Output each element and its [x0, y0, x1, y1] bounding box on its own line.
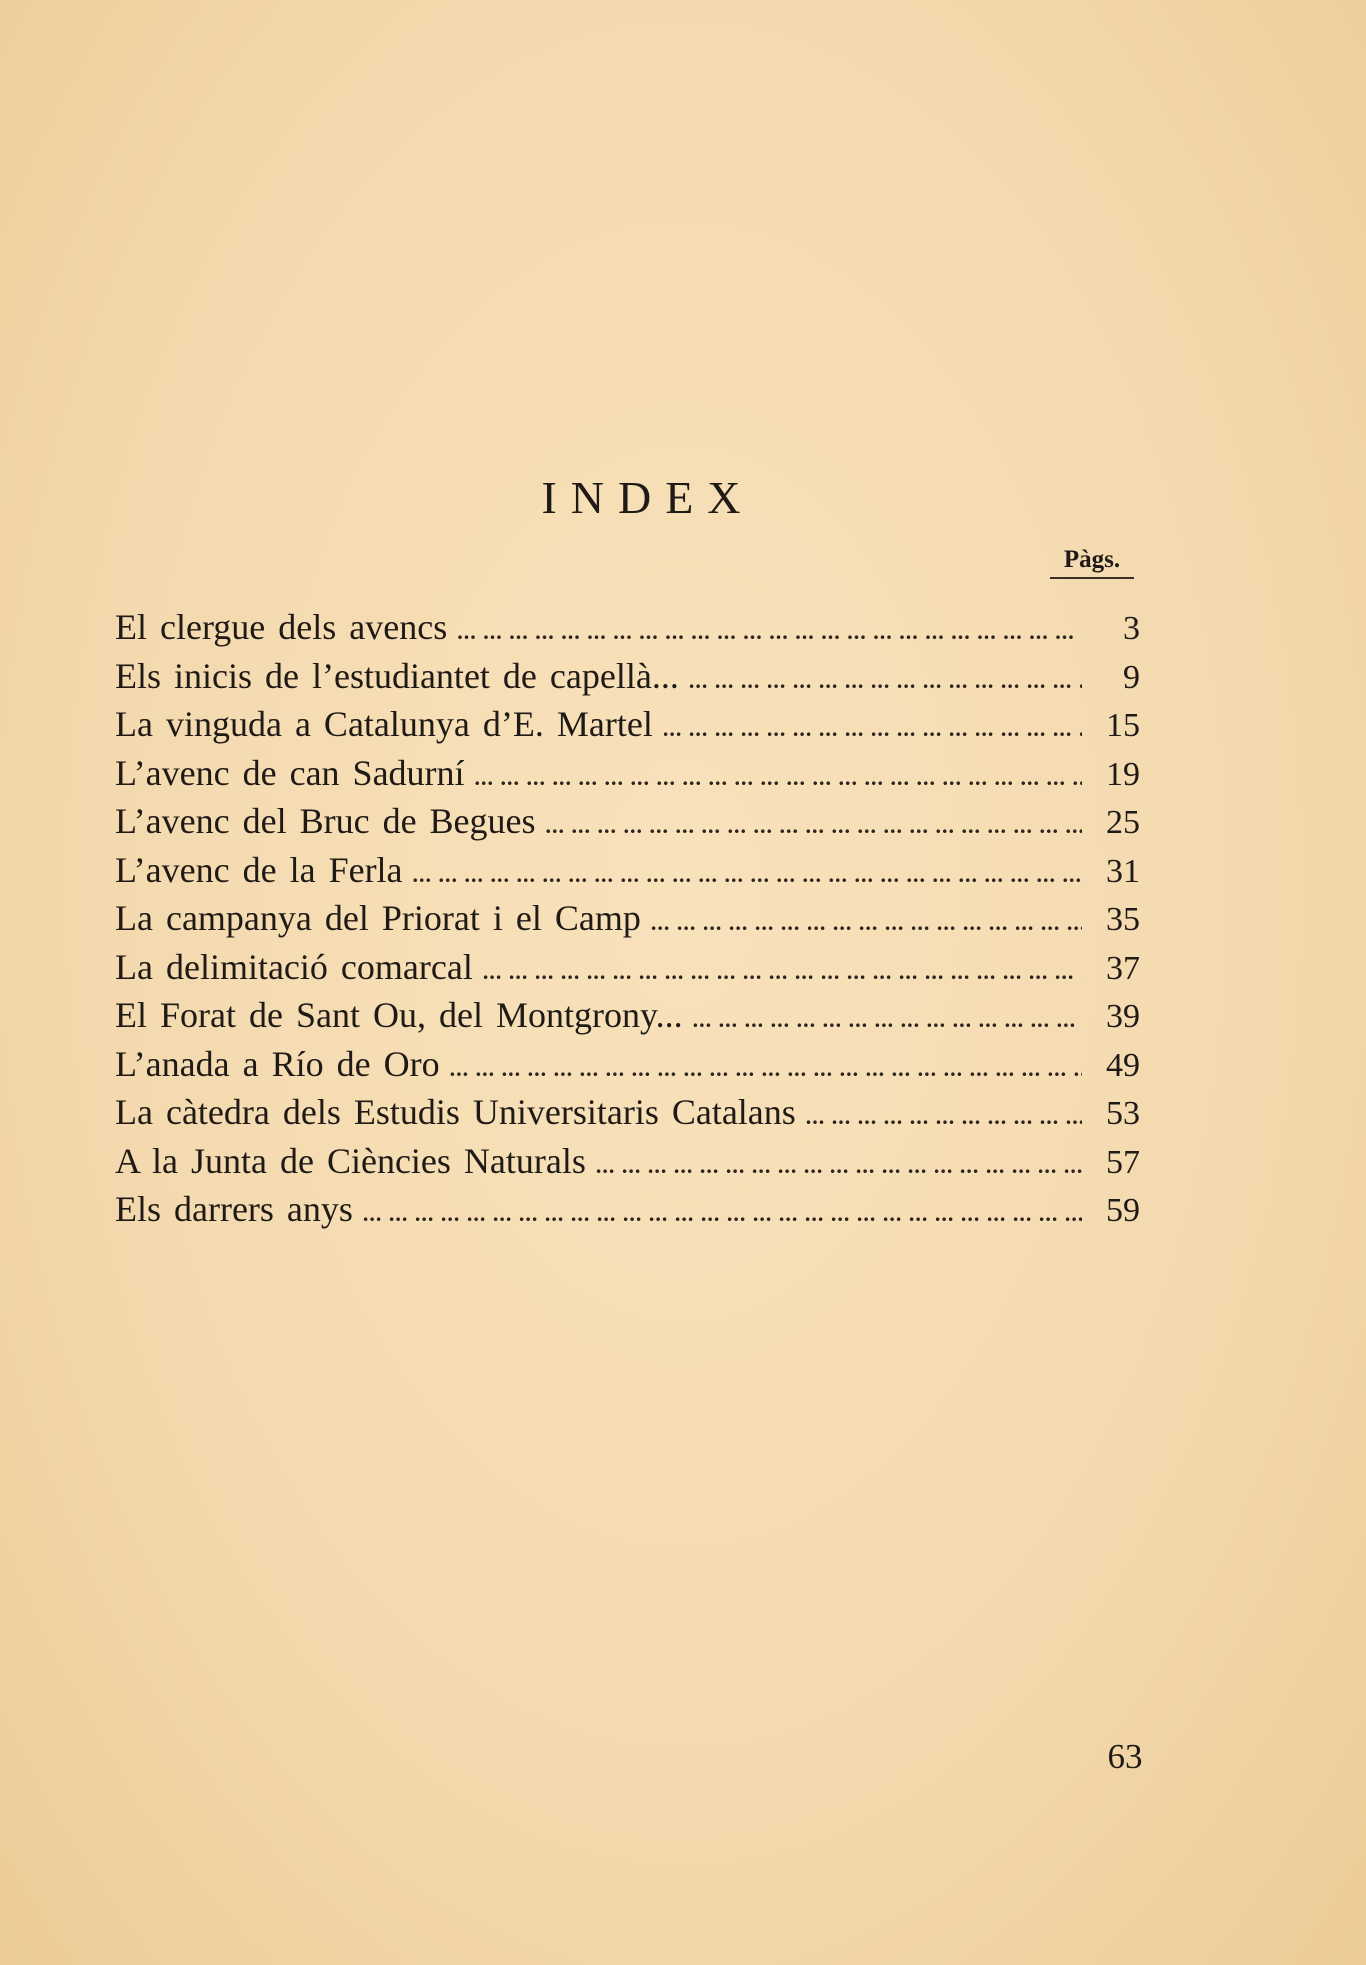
toc-entry-page: 25 — [1106, 804, 1140, 841]
dot-leader — [475, 754, 1082, 802]
toc-entry-page: 35 — [1106, 901, 1140, 938]
toc-entry-title: Els darrers anys — [115, 1189, 353, 1229]
toc-entry-title: El Forat de Sant Ou, del Montgrony... — [115, 995, 683, 1035]
toc-entry-page: 15 — [1106, 707, 1140, 744]
toc-entry — [115, 749, 1140, 798]
toc-entry — [115, 991, 1140, 1040]
toc-entry-page: 19 — [1106, 755, 1140, 793]
dot-leader — [546, 802, 1082, 850]
dot-leader — [363, 1190, 1082, 1238]
toc-entry-title: L’avenc de can Sadurní — [115, 752, 465, 793]
toc-entry — [115, 1088, 1140, 1137]
toc-entry — [115, 1137, 1140, 1186]
dot-leader — [413, 851, 1082, 899]
toc-entry-title: L’avenc del Bruc de Begues — [115, 801, 536, 841]
toc-entry-page: 57 — [1106, 1143, 1140, 1181]
toc-entry-page: 31 — [1106, 852, 1140, 890]
toc-entry — [115, 700, 1140, 749]
toc-entry-page: 53 — [1106, 1095, 1140, 1132]
toc-entry-title: La vinguda a Catalunya d’E. Martel — [115, 704, 653, 744]
toc-entry — [115, 652, 1140, 701]
pages-column-header: Pàgs. — [1050, 546, 1134, 579]
toc-entry — [115, 1185, 1140, 1234]
page-title: INDEX — [541, 471, 755, 523]
toc-entry — [115, 943, 1140, 992]
toc-entry — [115, 846, 1140, 895]
toc-entry-page: 37 — [1106, 949, 1140, 987]
toc-entry-page: 59 — [1106, 1192, 1140, 1229]
toc-entry-page: 9 — [1123, 658, 1140, 696]
toc-entry-title: A la Junta de Ciències Naturals — [115, 1140, 586, 1181]
toc-entry-title: La delimitació comarcal — [115, 946, 473, 987]
dot-leader — [806, 1093, 1082, 1141]
toc-entry-title: La càtedra dels Estudis Universitaris Catalans — [115, 1092, 796, 1132]
dot-leader — [693, 996, 1082, 1044]
dot-leader — [651, 899, 1082, 947]
page-number: 63 — [1107, 1737, 1143, 1776]
toc-entry-page: 49 — [1106, 1046, 1140, 1084]
toc-entry-title: La campanya del Priorat i el Camp — [115, 898, 641, 938]
toc-entry-page: 3 — [1123, 610, 1140, 647]
toc-entry-title: Els inicis de l’estudiantet de capellà... — [115, 655, 679, 696]
toc-entry — [115, 603, 1140, 652]
toc-entry — [115, 1040, 1140, 1089]
toc-entry — [115, 797, 1140, 846]
dot-leader — [450, 1045, 1082, 1093]
dot-leader — [596, 1142, 1082, 1190]
dot-leader — [483, 948, 1082, 996]
toc-entry-title: L’anada a Río de Oro — [115, 1043, 440, 1084]
toc-entry-title: El clergue dels avencs — [115, 607, 448, 647]
dot-leader — [663, 705, 1082, 753]
toc-entry-title: L’avenc de la Ferla — [115, 849, 403, 890]
table-of-contents — [115, 603, 1140, 1234]
dot-leader — [689, 657, 1082, 705]
dot-leader — [457, 608, 1082, 656]
toc-entry — [115, 894, 1140, 943]
toc-entry-page: 39 — [1106, 998, 1140, 1035]
